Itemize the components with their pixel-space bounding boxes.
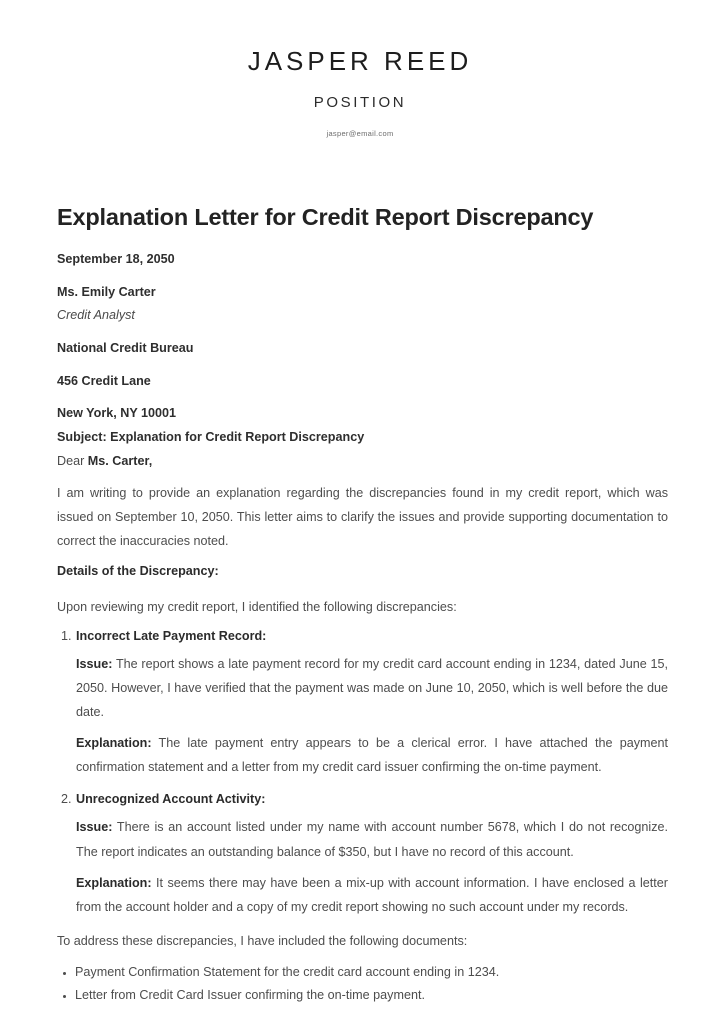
discrepancy-title: 1. Incorrect Late Payment Record: [76,628,267,643]
recipient-title: Credit Analyst [57,308,135,323]
documents-intro: To address these discrepancies, I have included the following documents: [57,934,468,949]
recipient-street: 456 Credit Lane [57,373,151,388]
opening-paragraph: I am writing to provide an explanation regarding the discrepancies found in my credit report, which was issued on September 10, 2050. This letter aims to clarify the issues and provide supporting documentation to correct the inaccuracies noted. [57,486,668,549]
discrepancy-explanation [76,871,668,919]
salutation-name: Ms. Carter, [87,453,153,468]
recipient-city: New York, NY 10001 [57,406,177,421]
explanation-label: Explanation: [76,736,152,751]
recipient-organization: National Credit Bureau [57,341,194,356]
explanation-text: It seems there may have been a mix-up with account information. I have enclosed a letter from the account holder and a copy of my credit report showing no such account under my records. [76,875,668,914]
letter-date: September 18, 2050 [57,252,175,267]
discrepancy-explanation [76,731,668,779]
discrepancy-issue [76,815,668,863]
salutation [57,453,668,471]
list-item [75,627,668,780]
issue-text: The report shows a late payment record for my credit card account ending in 1234, dated June 15, 2050. However, I have verified that the payment was made on June 10, 2050, which is well before the due date. [76,656,668,719]
list-item: • Payment Confirmation Statement for the credit card account ending in 1234. [75,961,668,984]
issue-label: Issue: [76,656,113,671]
page-title: Explanation Letter for Credit Report Discrepancy [57,203,594,230]
subject-line: Subject: Explanation for Credit Report Discrepancy [57,429,365,444]
enclosed-documents-list [57,961,668,1008]
issue-text: There is an account listed under my name with account number 5678, which I do not recognize. The report indicates an outstanding balance of $350, but I have no record of this account. [76,820,668,859]
sender-position: POSITION [313,93,407,111]
letterhead [0,0,720,139]
discrepancy-title: 2. Unrecognized Account Activity: [76,792,266,807]
list-item [75,790,668,919]
details-heading: Details of the Discrepancy: [57,563,219,578]
letter-body [0,203,720,1008]
list-item: • Letter from Credit Card Issuer confirming the on-time payment. [75,984,668,1007]
discrepancy-list [57,627,668,919]
explanation-text: The late payment entry appears to be a clerical error. I have attached the payment confirmation statement and a letter from my credit card issuer confirming the on-time payment. [76,736,668,775]
sender-name: JASPER REED [247,46,473,76]
salutation-prefix: Dear [57,453,88,468]
recipient-name: Ms. Emily Carter [57,284,156,299]
explanation-label: Explanation: [76,875,152,890]
discrepancy-issue [76,652,668,725]
issue-label: Issue: [76,820,113,835]
sender-email: jasper@email.com [326,129,394,139]
details-intro: Upon reviewing my credit report, I identified the following discrepancies: [57,599,457,614]
